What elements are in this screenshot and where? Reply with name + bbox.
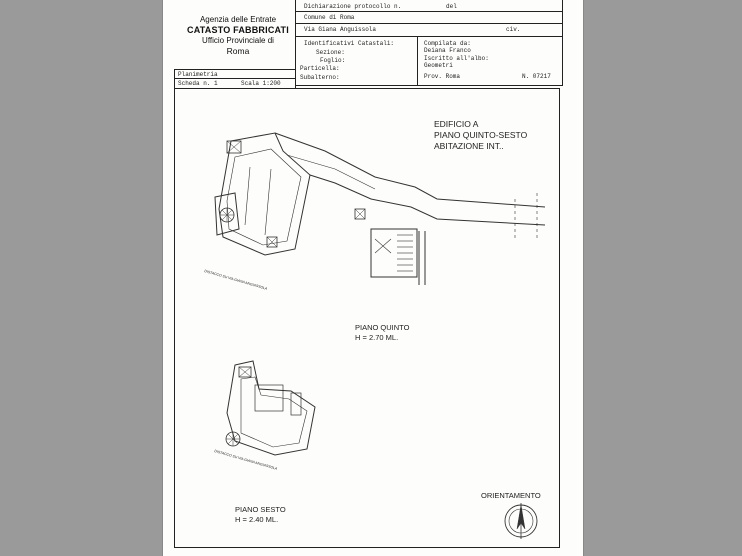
subalterno-label: Subalterno: xyxy=(300,74,340,81)
compilata-value: Deiana Franco xyxy=(424,47,471,54)
floor6-title: PIANO SESTO xyxy=(235,505,286,514)
office-label: Ufficio Provinciale di xyxy=(202,36,274,45)
civ-label: civ. xyxy=(506,26,521,33)
distacco-label-floor6: DISTACCO SU VIA GIANA ANGUISSOLA xyxy=(213,449,278,471)
foglio-label: Foglio: xyxy=(320,57,346,64)
province-label: Prov. Roma xyxy=(424,73,461,80)
floor5-title: PIANO QUINTO xyxy=(355,323,410,332)
floor-plan-drawing xyxy=(175,89,561,549)
compilata-label: Compilata da: xyxy=(424,40,471,47)
floor5-outline xyxy=(219,133,310,255)
cadastral-sheet xyxy=(163,0,583,556)
iscritto-label: Iscritto all'albo: xyxy=(424,55,489,62)
office-city: Roma xyxy=(226,46,250,56)
plan-title: Planimetria xyxy=(178,71,218,78)
plan-header xyxy=(174,69,296,89)
catasto-title: CATASTO FABBRICATI xyxy=(187,25,289,35)
floor5-inner xyxy=(227,149,301,245)
agency-name: Agenzia delle Entrate xyxy=(199,15,277,24)
distacco-label-floor5: DISTACCO SU VIA GIANA ANGUISSOLA xyxy=(203,269,268,291)
floors-label: PIANO QUINTO-SESTO xyxy=(434,130,528,140)
ident-label: Identificativi Catastali: xyxy=(304,40,395,47)
floor6-height: H = 2.40 ML. xyxy=(235,515,279,524)
unit-label: ABITAZIONE INT.. xyxy=(434,141,504,151)
scale-label: Scala 1:200 xyxy=(241,80,281,87)
iscritto-value: Geometri xyxy=(424,62,453,69)
drawing-frame xyxy=(174,88,560,548)
floor6-inner xyxy=(241,377,307,447)
declaration-header xyxy=(295,0,563,86)
orientation-label: ORIENTAMENTO xyxy=(481,491,541,500)
sezione-label: Sezione: xyxy=(316,49,345,56)
floor5-height: H = 2.70 ML. xyxy=(355,333,399,342)
address-value: Via Giana Anguissola xyxy=(304,26,377,33)
comune-value: Comune di Roma xyxy=(304,14,355,21)
building-label: EDIFICIO A xyxy=(434,119,479,129)
corridor-wall-top xyxy=(275,133,545,207)
protocol-label: Dichiarazione protocollo n. xyxy=(304,3,402,10)
corridor-wall-bottom xyxy=(310,175,545,225)
scheda-label: Scheda n. 1 xyxy=(178,80,218,87)
floor6-outline xyxy=(227,361,315,455)
compass-symbol xyxy=(505,503,537,539)
document-number: N. 07217 xyxy=(522,73,551,80)
particella-label: Particella: xyxy=(300,65,340,72)
del-label: del xyxy=(446,3,457,10)
